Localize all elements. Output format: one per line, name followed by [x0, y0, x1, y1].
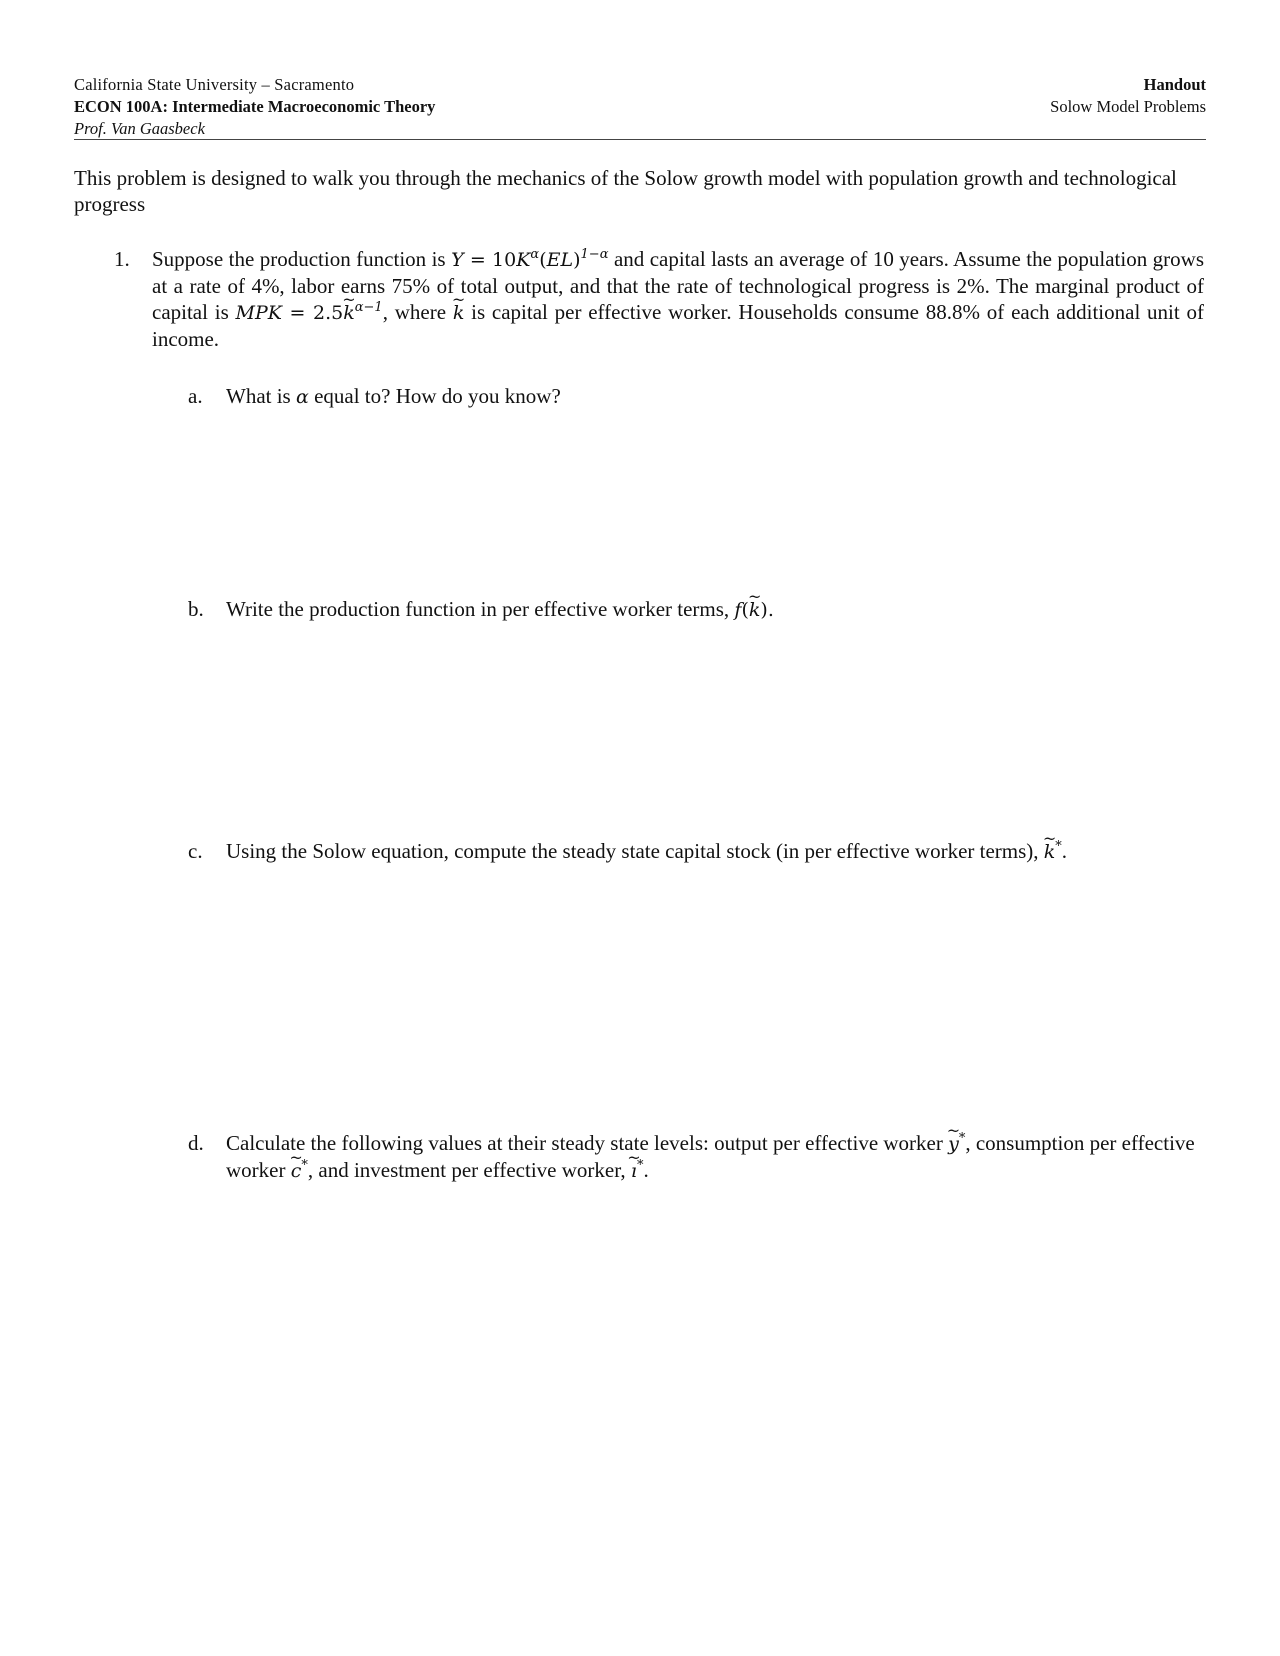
part-a	[188, 383, 1208, 410]
production-function-formula: Y	[451, 249, 464, 271]
part-letter: b.	[188, 597, 204, 621]
y-star-symbol: ~ y	[948, 1131, 959, 1157]
part-letter: c.	[188, 839, 203, 863]
professor-name: Prof. Van Gaasbeck	[74, 119, 205, 138]
question-text: Suppose the production function is	[152, 247, 446, 271]
part-text: Write the production function in per effective worker terms,	[226, 597, 730, 621]
question-text: is capital per effective worker. Households consume 88.8% of each additional unit of income.	[152, 300, 1204, 351]
i-star-symbol: ~ ı	[631, 1158, 637, 1184]
university-name: California State University – Sacramento	[74, 75, 355, 94]
part-text: equal to? How do you know?	[314, 384, 561, 408]
course-title: ECON 100A: Intermediate Macroeconomic Theory	[74, 97, 436, 116]
part-text: , and investment per effective worker,	[307, 1158, 626, 1182]
k-star-symbol: ~ k	[1044, 839, 1056, 865]
question-1	[114, 246, 1204, 352]
question-text: , where	[382, 300, 447, 324]
header-right	[1050, 74, 1206, 118]
header-rule	[74, 139, 1206, 140]
c-star-symbol: ~ c	[291, 1158, 302, 1184]
question-1-body: Suppose the production function is $Y = 10K^\alpha(EL)^{1-\alpha}$ and capital lasts an average of 10 years. Assume the population grows at a rate of 4%, labor earns 75% of total output, and that the rate of technological progress is 2%. The marginal product of capital is MPK = 2.5~ $k^{\alpha-1}$, where ~ k is capital per effective worker. Households consume 88.8% of each additional unit of income.	[152, 246, 1204, 352]
alpha-symbol: α	[295, 386, 309, 408]
part-c: c. Using the Solow equation, compute the steady state capital stock (in per effective worker terms), ~ k*.	[188, 838, 1208, 865]
part-b: b. Write the production function in per effective worker terms, f(~ k).	[188, 596, 1208, 623]
question-number: 1.	[114, 247, 130, 271]
part-d: d. Calculate the following values at their steady state levels: output per effective worker ~ y*, consumption per effective worker ~ c*, and investment per effective worker, ~ ı*.	[188, 1130, 1208, 1184]
header-left	[74, 74, 435, 140]
part-text: Using the Solow equation, compute the steady state capital stock (in per effective worker terms),	[226, 839, 1039, 863]
part-letter: a.	[188, 384, 203, 408]
question-text: and capital lasts an average of 10 years. Assume the population grows at a rate of 4%, labor earns 75% of total output, and that the rate of technological progress is 2%. The marginal product of capital is	[152, 247, 1204, 324]
part-text: Calculate the following values at their steady state levels: output per effective worker	[226, 1131, 943, 1155]
document-title: Solow Model Problems	[1050, 97, 1206, 116]
k-tilde-symbol: ~ k	[453, 300, 465, 326]
f-of-k-formula: f	[734, 599, 742, 621]
mpk-formula: MPK	[235, 302, 282, 324]
part-letter: d.	[188, 1131, 204, 1155]
part-text: , consumption per effective worker	[226, 1131, 1195, 1182]
intro-paragraph: This problem is designed to walk you through the mechanics of the Solow growth model with population growth and technological progress	[74, 166, 1177, 216]
part-text: What is	[226, 384, 291, 408]
document-type: Handout	[1143, 75, 1206, 94]
